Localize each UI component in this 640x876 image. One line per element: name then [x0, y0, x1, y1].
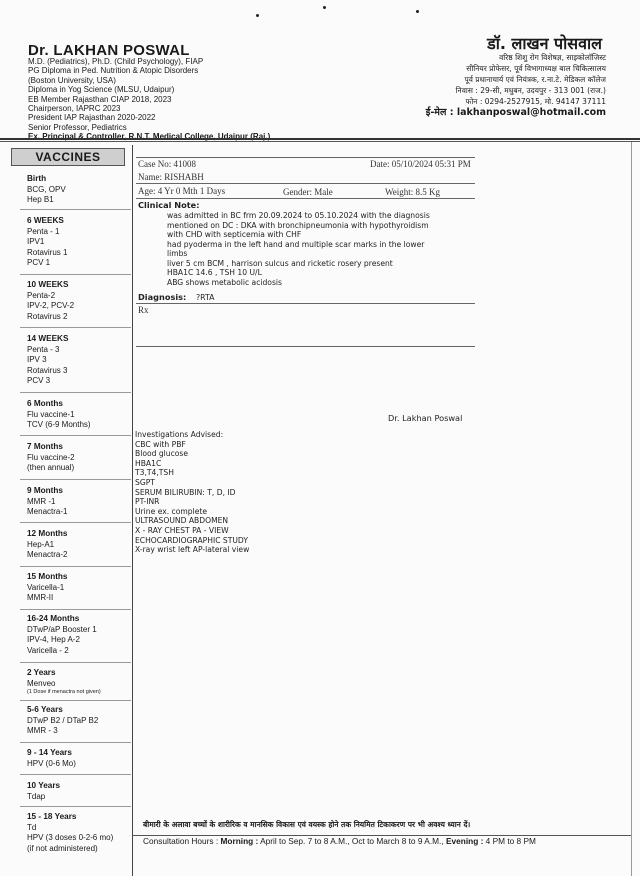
- vaccine-item: (then annual): [27, 463, 75, 472]
- clinical-note-block: [167, 211, 430, 287]
- hindi-line: पूर्व प्रधानाचार्य एवं नियंत्रक, र.ना.टे. मेडिकल कॉलेज: [464, 75, 606, 84]
- hindi-footer-note: बीमारी के अलावा बच्चों के शारीरिक व मानसिक विकास एवं वयस्क होने तक नियमित टिकाकरण पर भी अवश्य ध्यान दें।: [143, 820, 471, 829]
- hindi-line: फोन : 0294-2527915, मो. 94147 37111: [465, 97, 606, 106]
- clinical-note-label: Clinical Note:: [138, 200, 200, 210]
- vaccine-item: Td: [27, 822, 37, 832]
- vaccine-item: Varicella-1: [27, 582, 65, 592]
- vaccines-title: [11, 148, 125, 166]
- investigation-item: PT-INR: [135, 497, 160, 507]
- vaccine-group-heading: 7 Months: [27, 442, 63, 451]
- clinical-note-line: HBA1C 14.6 , TSH 10 U/L: [167, 268, 262, 277]
- sidebar-separator: [20, 609, 131, 610]
- scan-dot: [416, 10, 419, 13]
- visit-date: Date: 05/10/2024 05:31 PM: [370, 159, 471, 169]
- form-rule: [136, 183, 475, 184]
- patient-age: Age: 4 Yr 0 Mth 1 Days: [138, 186, 226, 196]
- evening-hours: 4 PM to 8 PM: [485, 836, 536, 846]
- email-line: ई-मेल : lakhanposwal@hotmail.com: [425, 107, 606, 118]
- vaccine-group-16-24-months: [27, 614, 132, 656]
- vaccine-item: MMR -1: [27, 496, 56, 506]
- vaccine-item: Menactra-2: [27, 550, 68, 559]
- vaccine-group-heading: 15 - 18 Years: [27, 812, 77, 821]
- page-right-edge: [631, 142, 632, 876]
- sidebar-separator: [20, 774, 131, 775]
- patient-name: Name: RISHABH: [138, 172, 204, 182]
- vaccine-item: Menveo: [27, 678, 56, 688]
- vaccine-group-15-18-years: [27, 812, 132, 854]
- patient-weight: Weight: 8.5 Kg: [385, 187, 441, 197]
- form-rule: [136, 303, 475, 304]
- vaccine-item: IPV-4, Hep A-2: [27, 635, 80, 644]
- investigation-item: SERUM BILIRUBIN: T, D, ID: [135, 487, 236, 497]
- investigation-item: SGPT: [135, 477, 155, 487]
- vaccine-item: Varicella - 2: [27, 645, 69, 655]
- vaccine-item: Rotavirus 3: [27, 365, 68, 375]
- qualification-line: PG Diploma in Ped. Nutrition & Atopic Disorders: [28, 66, 199, 76]
- investigation-item: ECHOCARDIOGRAPHIC STUDY: [135, 535, 249, 545]
- sidebar-separator: [20, 700, 131, 701]
- vaccine-item: PCV 3: [27, 376, 51, 385]
- sidebar-separator: [20, 274, 131, 275]
- vaccine-item: Hep-A1: [27, 539, 55, 549]
- qualification-line: (Boston University, USA): [28, 75, 116, 85]
- vaccine-group-9-14-years: [27, 748, 132, 769]
- vaccine-item: Penta - 3: [27, 344, 60, 354]
- vaccine-group-birth: [27, 174, 132, 206]
- vaccine-item: IPV 3: [27, 355, 47, 364]
- clinical-note-line: liver 5 cm BCM , harrison sulcus and ricketic rosery present: [167, 258, 393, 268]
- sidebar-separator: [20, 662, 131, 663]
- vaccine-item: TCV (6-9 Months): [27, 420, 91, 429]
- vaccine-group-heading: Birth: [27, 174, 47, 183]
- form-rule: [136, 346, 475, 347]
- vaccines-title-text: VACCINES: [35, 150, 101, 164]
- consultation-hours: [143, 836, 536, 846]
- clinical-note-line: ABG shows metabolic acidosis: [167, 277, 282, 287]
- vaccine-item: Menactra-1: [27, 507, 68, 516]
- vaccine-group-heading: 16-24 Months: [27, 614, 80, 623]
- vaccine-group-heading: 10 WEEKS: [27, 280, 69, 289]
- investigation-item: T3,T4,TSH: [135, 468, 174, 478]
- vaccine-group-heading: 6 WEEKS: [27, 216, 64, 225]
- vaccine-group-10-years: [27, 781, 132, 802]
- vaccine-item: HPV (3 doses 0-2-6 mo): [27, 833, 114, 842]
- vaccine-item: HPV (0-6 Mo): [27, 758, 76, 768]
- investigation-item: HBA1C: [135, 458, 162, 468]
- vaccine-item: Rotavirus 2: [27, 311, 68, 321]
- doctor-signature: Dr. Lakhan Poswal: [388, 413, 463, 423]
- clinical-note-line: mentioned on DC : DKA with bronchipneumonia with hypothyroidism: [167, 220, 429, 230]
- vaccine-group-6-weeks: [27, 216, 132, 269]
- sidebar-separator: [20, 209, 131, 210]
- morning-hours: April to Sep. 7 to 8 A.M., Oct to March 8 to 9 A.M.,: [260, 836, 444, 846]
- qualification-line: EB Member Rajasthan CIAP 2018, 2023: [28, 94, 172, 104]
- vaccine-group-2-years: [27, 668, 132, 696]
- vaccine-item: Hep B1: [27, 195, 54, 204]
- vaccine-item: PCV 1: [27, 258, 51, 267]
- vaccine-item: DTwP B2 / DTaP B2: [27, 715, 99, 725]
- patient-gender: Gender: Male: [283, 187, 333, 197]
- vaccine-item: DTwP/aP Booster 1: [27, 624, 97, 634]
- vaccine-item: MMR - 3: [27, 726, 58, 735]
- vaccine-group-9-months: [27, 486, 132, 518]
- vaccine-item: Penta - 1: [27, 226, 60, 236]
- vaccine-group-10-weeks: [27, 280, 132, 322]
- vaccine-group-heading: 14 WEEKS: [27, 334, 69, 343]
- rx-label: Rx: [138, 305, 149, 315]
- investigations-block: [135, 430, 249, 555]
- hindi-line: सीनियर प्रोफेसर, पूर्व विभागाध्यक्ष बाल चिकित्सालय: [466, 64, 606, 73]
- vaccine-group-heading: 2 Years: [27, 668, 56, 677]
- consult-label: Consultation Hours :: [143, 836, 219, 846]
- sidebar-separator: [20, 435, 131, 436]
- vaccine-item: BCG, OPV: [27, 184, 66, 194]
- sidebar-separator: [20, 479, 131, 480]
- qualification-line: Chairperson, IAPRC 2023: [28, 104, 121, 114]
- vaccine-group-heading: 9 - 14 Years: [27, 748, 72, 757]
- sidebar-separator: [20, 522, 131, 523]
- form-top-rule: [136, 157, 475, 158]
- vaccine-group-14-weeks: [27, 334, 132, 387]
- vaccine-group-7-months: [27, 442, 132, 474]
- sidebar-separator: [20, 392, 131, 393]
- vaccine-item: (if not administered): [27, 843, 98, 853]
- case-number: Case No: 41008: [138, 159, 196, 169]
- vaccine-item: Flu vaccine-2: [27, 452, 75, 462]
- sidebar-separator: [20, 806, 131, 807]
- investigation-item: Blood glucose: [135, 449, 189, 459]
- qualification-line: President IAP Rajasthan 2020-2022: [28, 113, 156, 123]
- vaccine-note: (1 Dose if menactra not given): [27, 689, 101, 695]
- investigation-item: X-ray wrist left AP-lateral view: [135, 545, 250, 555]
- clinical-note-line: had pyoderma in the left hand and multiple scar marks in the lower: [167, 239, 425, 249]
- vaccine-group-heading: 9 Months: [27, 486, 63, 495]
- vaccine-item: Tdap: [27, 791, 46, 801]
- doctor-name-hindi: डॉ. लाखन पोसवाल: [487, 34, 602, 53]
- vaccine-group-heading: 10 Years: [27, 781, 61, 790]
- vaccine-group-6-months: [27, 399, 132, 431]
- evening-label: Evening :: [446, 836, 484, 846]
- sidebar-separator: [20, 566, 131, 567]
- diagnosis-value: ?RTA: [196, 293, 215, 302]
- vaccine-group-12-months: [27, 529, 132, 561]
- hindi-line: निवास : 29-सी, मधुबन, उदयपुर - 313 001 (राज.): [455, 86, 606, 95]
- scan-dot: [323, 6, 326, 9]
- header-divider-thin: [0, 141, 640, 142]
- header-divider: [0, 138, 640, 140]
- investigation-item: X - RAY CHEST PA - VIEW: [135, 525, 229, 535]
- designation: Ex. Principal & Controller, R.N.T. Medical College, Udaipur (Raj.): [28, 132, 271, 142]
- investigation-item: Urine ex. complete: [135, 506, 208, 516]
- vaccine-group-5-6-years: [27, 705, 132, 737]
- sidebar-separator: [20, 327, 131, 328]
- investigation-item: ULTRASOUND ABDOMEN: [135, 516, 229, 526]
- vaccine-item: Rotavirus 1: [27, 247, 68, 257]
- investigations-label: Investigations Advised:: [135, 430, 224, 439]
- vaccine-group-heading: 12 Months: [27, 529, 68, 538]
- scan-dot: [256, 14, 259, 17]
- hindi-line: वरिष्ठ शिशु रोग विशेषज्ञ, साइकोलॉजिस्ट: [499, 53, 606, 62]
- sidebar-separator: [20, 742, 131, 743]
- sidebar-divider: [132, 145, 133, 876]
- clinical-note-line: with CHD with septicemia with CHF: [167, 230, 302, 239]
- clinical-note-line: limbs: [167, 249, 188, 258]
- doctor-name-english: Dr. LAKHAN POSWAL: [28, 42, 190, 59]
- qualification-line: Diploma in Yog Science (MLSU, Udaipur): [28, 85, 175, 95]
- vaccine-group-15-months: [27, 572, 132, 604]
- hindi-details-block: [426, 52, 606, 118]
- vaccine-item: IPV-2, PCV-2: [27, 301, 75, 310]
- morning-label: Morning :: [220, 836, 259, 846]
- vaccine-item: IPV1: [27, 237, 45, 246]
- vaccine-item: Penta-2: [27, 290, 56, 300]
- qualification-line: Senior Professor, Pediatrics: [28, 122, 127, 132]
- investigation-item: CBC with PBF: [135, 439, 186, 449]
- vaccine-item: MMR-II: [27, 593, 54, 602]
- vaccine-group-heading: 15 Months: [27, 572, 68, 581]
- form-rule: [136, 198, 475, 199]
- vaccine-group-heading: 6 Months: [27, 399, 63, 408]
- diagnosis-label: Diagnosis:: [138, 292, 187, 302]
- qualifications-block: [28, 57, 270, 142]
- clinical-note-line: was admitted in BC frm 20.09.2024 to 05.10.2024 with the diagnosis: [167, 211, 430, 220]
- qualification-line: M.D. (Pediatrics), Ph.D. (Child Psychology), FIAP: [28, 57, 204, 66]
- vaccine-item: Flu vaccine-1: [27, 409, 75, 419]
- vaccine-group-heading: 5-6 Years: [27, 705, 63, 714]
